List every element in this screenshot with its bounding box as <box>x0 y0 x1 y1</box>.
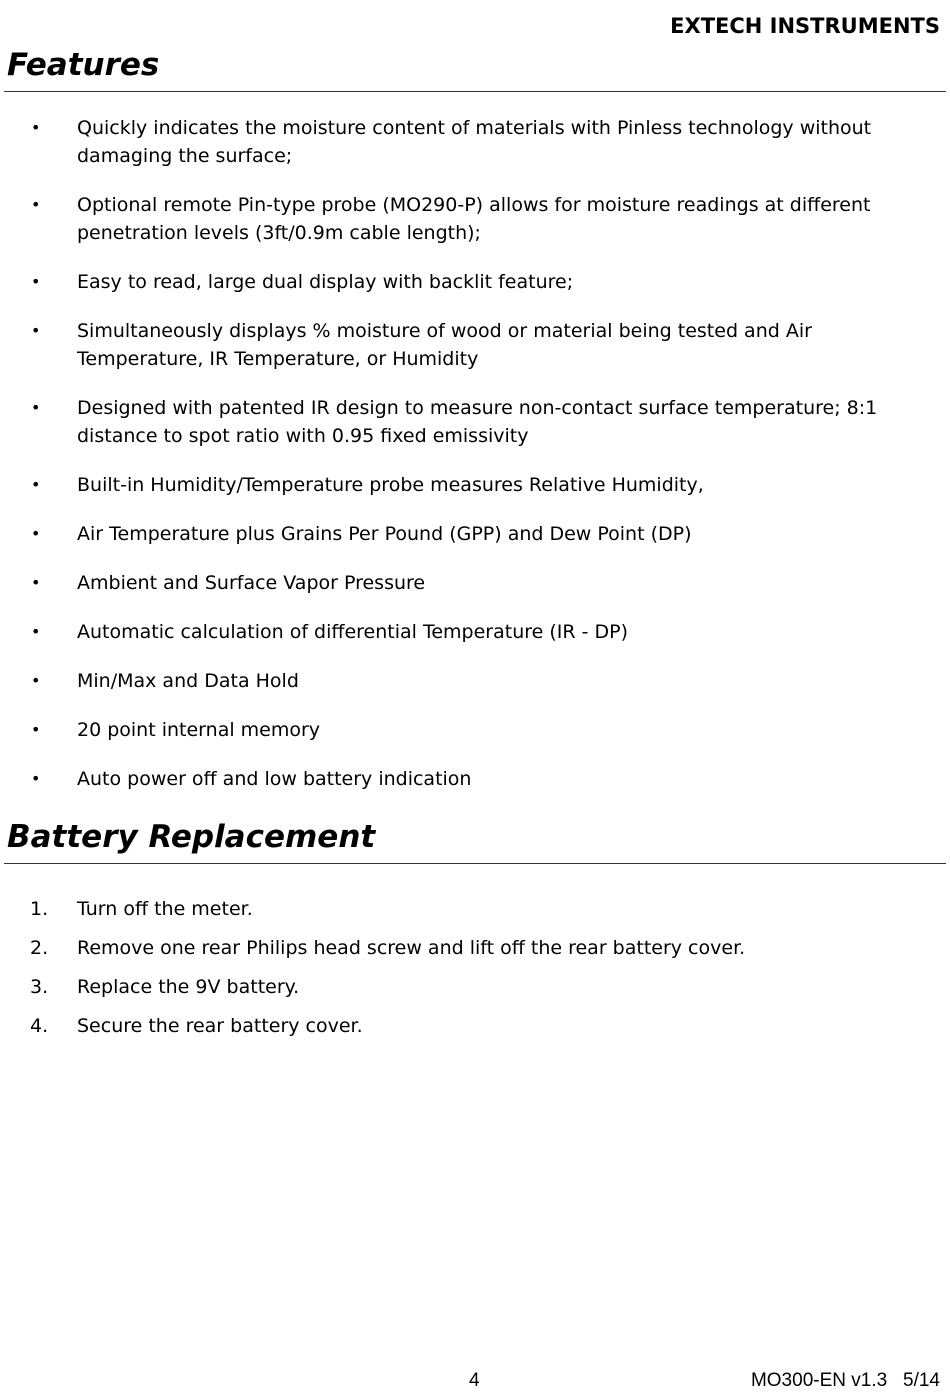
list-item <box>0 1012 945 1040</box>
bullet-icon: • <box>31 475 41 494</box>
step-text: Remove one rear Philips head screw and lift off the rear battery cover. <box>77 937 746 959</box>
list-item: • 20 point internal memory <box>0 716 945 744</box>
step-number: 4. <box>30 1015 49 1037</box>
step-text: Replace the 9V battery. <box>77 976 300 998</box>
list-item: • Designed with patented IR design to measure non-contact surface temperature; 8:1 distance to spot ratio with 0.95 fixed emissivity <box>0 394 945 450</box>
company-header: EXTECH INSTRUMENTS <box>670 14 940 38</box>
page-number: 4 <box>469 1370 480 1391</box>
step-number: 3. <box>30 976 49 998</box>
battery-divider <box>4 863 946 864</box>
list-item: • Simultaneously displays % moisture of wood or material being tested and Air Temperature, IR Temperature, or Humidity <box>0 317 945 373</box>
step-number: 2. <box>30 937 49 959</box>
list-item: • Ambient and Surface Vapor Pressure <box>0 569 945 597</box>
list-item: • Optional remote Pin-type probe (MO290-P) allows for moisture readings at different penetration levels (3ft/0.9m cable length); <box>0 191 945 247</box>
list-item: • Easy to read, large dual display with backlit feature; <box>0 268 945 296</box>
list-item <box>0 973 945 1001</box>
bullet-icon: • <box>31 671 41 690</box>
list-item: • Auto power off and low battery indication <box>0 765 945 793</box>
battery-steps-list <box>0 895 945 1051</box>
bullet-icon: • <box>31 573 41 592</box>
bullet-icon: • <box>31 195 41 214</box>
bullet-icon: • <box>31 398 41 417</box>
step-text: Turn off the meter. <box>77 898 253 920</box>
list-item <box>0 934 945 962</box>
bullet-icon: • <box>31 524 41 543</box>
document-id: MO300-EN v1.3 5/14 <box>750 1370 940 1391</box>
list-item: • Quickly indicates the moisture content of materials with Pinless technology without damaging the surface; <box>0 114 945 170</box>
list-item: • Automatic calculation of differential Temperature (IR - DP) <box>0 618 945 646</box>
bullet-icon: • <box>31 272 41 291</box>
features-list <box>0 114 945 814</box>
step-number: 1. <box>30 898 49 920</box>
bullet-icon: • <box>31 720 41 739</box>
bullet-icon: • <box>31 622 41 641</box>
list-item: • Min/Max and Data Hold <box>0 667 945 695</box>
list-item: • Built-in Humidity/Temperature probe measures Relative Humidity, <box>0 471 945 499</box>
step-text: Secure the rear battery cover. <box>77 1015 363 1037</box>
list-item <box>0 895 945 923</box>
battery-heading: Battery Replacement <box>7 819 376 855</box>
features-heading: Features <box>7 47 160 83</box>
features-divider <box>4 91 946 92</box>
bullet-icon: • <box>31 118 41 137</box>
bullet-icon: • <box>31 321 41 340</box>
list-item: • Air Temperature plus Grains Per Pound (GPP) and Dew Point (DP) <box>0 520 945 548</box>
bullet-icon: • <box>31 769 41 788</box>
